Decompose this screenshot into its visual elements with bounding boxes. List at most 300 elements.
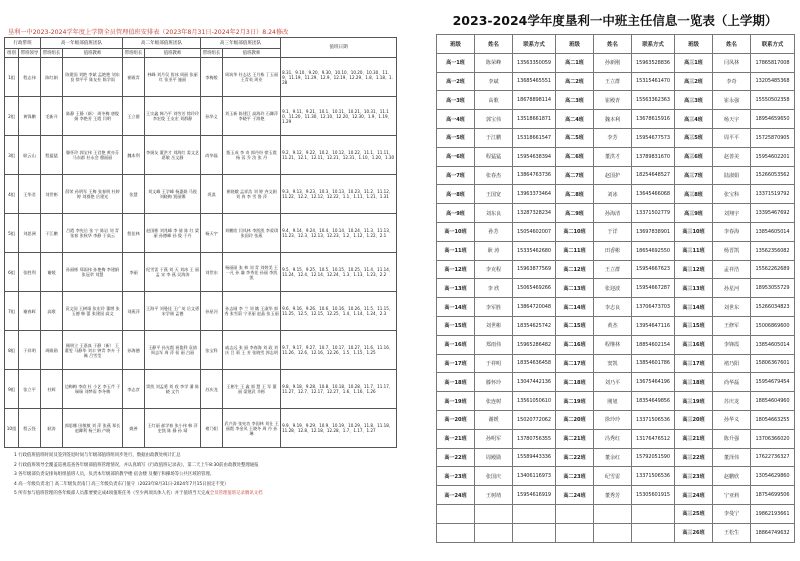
grade3-class-cell: 高三25班: [675, 504, 713, 523]
subheader-cell: 带班领导: [19, 49, 41, 58]
dates-cell: 9.9、9.19、9.29、10.9、10.19、10.29、11.8、11.18、11.28、12.8、12.18、12.28、1.7、1.17、1.27: [281, 409, 397, 448]
grade2-name-cell: 魏本利: [594, 110, 632, 129]
grade1-class-cell: 高一23班: [437, 467, 475, 486]
grade1-teachers-cell: 郭思娜 田敏敏 刘 萍 张燕 郑长 赵卿利 杨兰娟 卢晓: [63, 409, 123, 448]
group-cell: 1组: [5, 58, 19, 97]
grade1-phone-cell: 13518661871: [513, 110, 556, 129]
group-cell: 9组: [5, 370, 19, 409]
grade3-class-cell: 高三10班: [675, 222, 713, 241]
grade1-name-cell: 孙芳: [475, 222, 513, 241]
grade1-class-cell: 高一12班: [437, 260, 475, 279]
grade1-phone-cell: 18678898114: [513, 91, 556, 110]
grade3-name-cell: 孙华义: [713, 410, 751, 429]
grade2-teachers-cell: 窦凯 刘孟勇 刘 欣 李学 潘 陈晓 文竹: [145, 370, 201, 409]
grade2-phone-cell: 13954647116: [632, 316, 675, 335]
contacts-row: [437, 486, 795, 505]
grade3-phone-cell: 18754699506: [751, 486, 795, 505]
leader-cell: 张立平: [19, 370, 41, 409]
grade2-class-cell: 高二22班: [556, 448, 594, 467]
grade1-phone-cell: 15335462680: [513, 241, 556, 260]
grade2-name-cell: 田香彬: [594, 241, 632, 260]
grade1-phone-cell: 15020772062: [513, 410, 556, 429]
grade1-class-cell: 高一13班: [437, 279, 475, 298]
duty-row: [5, 214, 397, 253]
grade2-phone-cell: 18654692550: [632, 241, 675, 260]
grade1-name-cell: 谢媛: [475, 410, 513, 429]
grade1-phone-cell: 18354625742: [513, 316, 556, 335]
grade3-name-cell: 刘翔宇: [713, 204, 751, 223]
grade1-name-cell: 李斌: [475, 72, 513, 91]
contacts-row: [437, 110, 795, 129]
subheader-cell: 带班组长: [123, 49, 145, 58]
grade3-phone-cell: 18854604960: [751, 392, 795, 411]
grade2-class-cell: 高二5班: [556, 128, 594, 147]
grade1-phone-cell: 15965286482: [513, 335, 556, 354]
grade1-phone-cell: 15318661547: [513, 128, 556, 147]
leader-cell: 王华君: [19, 175, 41, 214]
grade3-phone-cell: 13205485368: [751, 72, 795, 91]
grade1-class-cell: 高一22班: [437, 448, 475, 467]
grade3-name-cell: 杨晋凯: [713, 241, 751, 260]
contacts-row: [437, 373, 795, 392]
grade3-teachers-cell: 崔晓娥 孟祥浩 刘 婷 齐文娟 刘 冉 李 雪 鲁 萍: [223, 175, 281, 214]
grade2-phone-cell: 13789831670: [632, 147, 675, 166]
grade1-class-cell: 高一15班: [437, 316, 475, 335]
grade1-class-cell: 高一2班: [437, 72, 475, 91]
contacts-row: [437, 392, 795, 411]
grade2-lead-cell: 刘燕萍: [123, 292, 145, 331]
note-doc-link[interactable]: 全员管理值班记录腾讯文档: [209, 491, 263, 496]
grade1-class-cell: 高一16班: [437, 335, 475, 354]
grade2-teachers-cell: 林峰 刘月仅 詹冰 周丽 张丽红 张亚平 施丽: [145, 58, 201, 97]
grade1-phone-cell: 15589443336: [513, 448, 556, 467]
grade3-lead-cell: 孙华义: [201, 97, 223, 136]
grade2-class-cell: 高二10班: [556, 222, 594, 241]
contacts-row: [437, 260, 795, 279]
grade3-class-cell: 高三13班: [675, 279, 713, 298]
grade2-class-cell: 高二2班: [556, 72, 594, 91]
header-phone: 联系方式: [632, 35, 675, 54]
group-cell: 4组: [5, 175, 19, 214]
grade2-phone-cell: 15792051590: [632, 448, 675, 467]
grade1-class-cell: 高一7班: [437, 166, 475, 185]
grade1-name-cell: 刘东良: [475, 204, 513, 223]
grade2-name-cell: 王立群: [594, 72, 632, 91]
grade1-lead-cell: 杜辉: [41, 370, 63, 409]
grade2-name-cell: 董秀芳: [594, 486, 632, 505]
grade3-name-cell: 赵鹏欣: [713, 467, 751, 486]
grade2-class-cell: 高二9班: [556, 204, 594, 223]
grade2-name-cell: [594, 504, 632, 523]
grade3-class-cell: 高三22班: [675, 448, 713, 467]
grade3-lead-cell: 孙星河: [201, 292, 223, 331]
grade1-phone-cell: 13287328234: [513, 204, 556, 223]
grade3-phone-cell: 15006869600: [751, 316, 795, 335]
dates-cell: 9.5、9.15、9.25、10.5、10.15、10.25、11.4、11.14、11.24、12.4、12.14、12.24、1.3、1.13、1.23、2.2: [281, 253, 397, 292]
grade2-phone-cell: 15954667623: [632, 260, 675, 279]
contacts-row: [437, 53, 795, 72]
dates-cell: 9.8、9.18、9.28、10.8、10.18、10.28、11.7、11.17、11.27、12.7、12.17、12.27、1.6、1.16、1.26: [281, 370, 397, 409]
grade1-name-cell: 李军胜: [475, 298, 513, 317]
duty-row: [5, 331, 397, 370]
grade3-class-cell: 高三15班: [675, 316, 713, 335]
grade1-lead-cell: 周殿勋: [41, 331, 63, 370]
grade1-name-cell: 郑雨伟: [475, 335, 513, 354]
grade2-phone-cell: 18354649856: [632, 392, 675, 411]
grade2-phone-cell: 15305601915: [632, 486, 675, 505]
grade3-name-cell: 闫凤林: [713, 53, 751, 72]
leader-cell: 张胜利: [19, 253, 41, 292]
grade3-name-cell: 孙星河: [713, 279, 751, 298]
grade1-name-cell: 张国庆: [475, 467, 513, 486]
contacts-row: [437, 335, 795, 354]
group-cell: 3组: [5, 136, 19, 175]
grade2-class-cell: [556, 523, 594, 542]
grade3-name-cell: 周平平: [713, 128, 751, 147]
grade1-class-cell: 高一10班: [437, 222, 475, 241]
leader-cell: 耿云山: [19, 136, 41, 175]
grade2-class-cell: 高二6班: [556, 147, 594, 166]
grade3-name-cell: 李曼宁: [713, 504, 751, 523]
contacts-row: [437, 504, 795, 523]
grade2-class-cell: 高二18班: [556, 373, 594, 392]
grade2-name-cell: [594, 523, 632, 542]
grade3-class-cell: 高三19班: [675, 392, 713, 411]
grade2-name-cell: 刘乃平: [594, 373, 632, 392]
grade1-phone-cell: 13963373464: [513, 185, 556, 204]
grade3-name-cell: 孟祥浩: [713, 260, 751, 279]
contacts-row: [437, 410, 795, 429]
grade2-phone-cell: 13371506536: [632, 410, 675, 429]
contacts-row: [437, 298, 795, 317]
grade3-name-cell: 尚华磊: [713, 373, 751, 392]
grade3-name-cell: 董泽伟: [713, 448, 751, 467]
grade3-phone-cell: 13562356082: [751, 241, 795, 260]
grade2-teachers-cell: 纪雪雷 于燕 刘 天 刘冰 王 丽 孟 宋 李 燕 吴海涛: [145, 253, 201, 292]
grade1-lead-cell: 刘世彬: [41, 175, 63, 214]
duty-row: [5, 58, 397, 97]
grade1-class-cell: 高一17班: [437, 354, 475, 373]
duty-row: [5, 253, 397, 292]
grade2-lead-cell: 姚善: [123, 409, 145, 448]
grade1-name-cell: 李 欣: [475, 279, 513, 298]
contacts-header-row: [437, 35, 795, 54]
group-cell: 10组: [5, 409, 19, 448]
grade1-teachers-cell: 袁文国 王树靖 张宏玲 董增 张玉德 韩 蕾 张建国 高文: [63, 292, 123, 331]
group-cell: 2组: [5, 97, 19, 136]
duty-table-body: [5, 58, 397, 448]
grade2-name-cell: 于洋: [594, 222, 632, 241]
grade1-class-cell: [437, 504, 475, 523]
group-cell: 6组: [5, 253, 19, 292]
contacts-table-body: [437, 53, 795, 542]
grade3-teachers-cell: 王彬生 王 鑫 郭 慧 王 军 董 丽 梁建武 辛彬: [223, 370, 281, 409]
contacts-row: [437, 185, 795, 204]
contacts-row: [437, 354, 795, 373]
grade3-class-cell: 高三1班: [675, 53, 713, 72]
grade2-class-cell: 高二17班: [556, 354, 594, 373]
grade1-phone-cell: [513, 504, 556, 523]
grade3-name-cell: 陆淑娟: [713, 166, 751, 185]
grade2-class-cell: 高二11班: [556, 241, 594, 260]
grade1-name-cell: 高歌: [475, 91, 513, 110]
grade1-name-cell: 程猛猛: [475, 147, 513, 166]
grade2-class-cell: 高二24班: [556, 486, 594, 505]
grade2-phone-cell: 15563362363: [632, 91, 675, 110]
grade3-lead-cell: 苏庆龙: [201, 370, 223, 409]
grade1-teachers-cell: 薛荣 孙明军 王梅 张春明 杜婷婷 刘群艳 岳建光: [63, 175, 123, 214]
grade3-name-cell: 苏庆龙: [713, 392, 751, 411]
subheader-cell: 值班教师: [63, 49, 123, 58]
grade1-teachers-cell: 顾明立 王嘉真 于静（新） 王董雯 马静华 刘丰 钟青 李卉 于佩 吕雪莹: [63, 331, 123, 370]
dates-cell: 9.6、9.16、9.26、10.6、10.16、10.26、11.5、11.15、11.25、12.5、12.15、12.25、1.4、1.14、1.24、2.3: [281, 292, 397, 331]
grade2-phone-cell: 13854601786: [632, 354, 675, 373]
grade1-class-cell: 高一5班: [437, 128, 475, 147]
grade3-phone-cell: 15550502358: [751, 91, 795, 110]
grade1-phone-cell: 13047442136: [513, 373, 556, 392]
grade1-phone-cell: 18354636458: [513, 354, 556, 373]
contacts-row: [437, 147, 795, 166]
grade3-name-cell: 陈升强: [713, 429, 751, 448]
grade1-name-cell: 王树靖: [475, 486, 513, 505]
grade3-phone-cell: 15266034823: [751, 298, 795, 317]
dates-cell: 9.4、9.14、9.24、10.4、10.14、10.24、11.3、11.13、11.23、12.3、12.13、12.23、1.2、1.12、1.22、2.1: [281, 214, 397, 253]
grade2-phone-cell: 15954677573: [632, 128, 675, 147]
grade2-phone-cell: 13706473703: [632, 298, 675, 317]
leader-cell: 于祥明: [19, 331, 41, 370]
grade3-teachers-cell: 甄玉成 李 奇 郭丹纷 徐玉霞 杨 蓉 乔 汝 张 丹: [223, 136, 281, 175]
grade2-name-cell: 纪雪雷: [594, 467, 632, 486]
grade3-phone-cell: 17622736327: [751, 448, 795, 467]
grade1-class-cell: 高一19班: [437, 392, 475, 411]
grade3-class-cell: 高三18班: [675, 373, 713, 392]
grade2-teachers-cell: 王静平 孙光霞 祝俊利 袁倩 周志军 周 萍 侯 丽 吕丽: [145, 331, 201, 370]
grade2-phone-cell: 13675464196: [632, 373, 675, 392]
grade2-class-cell: [556, 504, 594, 523]
note-line: 4 高一年级负责北门 高二年级负责南门 高三年级负责东门值守（2023年8月31日-2024年7月15日固定不变）: [14, 481, 229, 487]
grade1-class-cell: 高一14班: [437, 298, 475, 317]
grade2-name-cell: 孙海清: [594, 204, 632, 223]
grade2-teachers-cell: 王红丽 郝学春 张小伟 韩 萍 史凯 陈 静 孙 靖: [145, 409, 201, 448]
grade2-teachers-cell: 李娟友 董洪才 刘海红 姜文艺 葛敏 岳文静: [145, 136, 201, 175]
grade3-phone-cell: 15562262689: [751, 260, 795, 279]
grade3-class-cell: 高三20班: [675, 410, 713, 429]
contacts-row: [437, 279, 795, 298]
grade3-class-cell: 高三21班: [675, 429, 713, 448]
grade2-lead-cell: 程佳林: [123, 214, 145, 253]
grade3-phone-cell: 15954679454: [751, 373, 795, 392]
grade1-name-cell: 于江鹏: [475, 128, 513, 147]
grade3-name-cell: 褚乃阳: [713, 354, 751, 373]
grade2-lead-cell: 孙海德: [123, 331, 145, 370]
duty-row: [5, 97, 397, 136]
grade2-class-cell: 高二19班: [556, 392, 594, 411]
grade3-phone-cell: 13706366020: [751, 429, 795, 448]
grade3-teachers-cell: 武兴涛 张宪功 李国林 刘仕 王丽霞 李金凤 王晓冬 周 丹 孙 琳: [223, 409, 281, 448]
grade3-class-cell: 高三8班: [675, 185, 713, 204]
grade3-class-cell: 高三23班: [675, 467, 713, 486]
header-name: 姓名: [713, 35, 751, 54]
grade2-phone-cell: 13678615916: [632, 110, 675, 129]
grade2-teachers-cell: 王宗鑫 韩乃平 刘劳芳 徐玲玲 李宏俊 王友宏 刘群静: [145, 97, 201, 136]
grade1-class-cell: 高一6班: [437, 147, 475, 166]
grade1-lead-cell: 于江鹏: [41, 214, 63, 253]
grade3-name-cell: 李锋霞: [713, 335, 751, 354]
grade2-class-cell: 高二12班: [556, 260, 594, 279]
grade2-name-cell: 王立群: [594, 260, 632, 279]
note-line: 2 行政值班领导全覆盖巡视巡查各年级部值班管理情况，并认真填写《行政值班记录表》，第二天上午8:30前由政教处整理通报: [14, 462, 259, 468]
grade1-name-cell: 郭宝伟: [475, 110, 513, 129]
subheader-cell: 组别: [5, 49, 19, 58]
grade2-class-cell: 高二15班: [556, 316, 594, 335]
header-class: 班级: [556, 35, 594, 54]
grade2-phone-cell: 13371506536: [632, 467, 675, 486]
grade1-lead-cell: 耿涛: [41, 409, 63, 448]
duty-header-row: [5, 38, 397, 49]
grade1-teachers-cell: 孙丽彬 郑雨伟 孙艳梅 李建娟 张冠翠 刘慧: [63, 253, 123, 292]
grade1-class-cell: 高一20班: [437, 410, 475, 429]
dates-cell: 9.3、9.13、9.23、10.3、10.13、10.23、11.2、11.12、11.22、12.2、12.12、12.22、1.1、1.11、1.21、1.31: [281, 175, 397, 214]
grade1-name-cell: [475, 504, 513, 523]
header-class: 班级: [675, 35, 713, 54]
duty-row: [5, 409, 397, 448]
note-text: 5 所有参与值班管理的各年级部人员都要要完成4项值班任务（至少两项具体人名）并于值班当天完成: [14, 491, 210, 496]
grade2-teachers-cell: 王海平 刘曼佳 王广英 岳文勇 宋学刚 孟德: [145, 292, 201, 331]
grade1-class-cell: 高一18班: [437, 373, 475, 392]
grade3-phone-cell: 15725870905: [751, 128, 795, 147]
grade2-phone-cell: 15315461470: [632, 72, 675, 91]
grade1-teachers-cell: 陈静 王静（新） 周冬梅 唐俊娟 李艳芳 王霞 闫明: [63, 97, 123, 136]
duty-schedule-title: 垦利一中2023-2024学年度上学期全员管理值班安排表（2023年8月31日-2024年2月3日）8.24修改: [8, 29, 289, 36]
contacts-row: [437, 523, 795, 542]
grade1-class-cell: 高一24班: [437, 486, 475, 505]
grade1-name-cell: 张春杰: [475, 166, 513, 185]
grade2-phone-cell: 13697838901: [632, 222, 675, 241]
grade1-lead-cell: 陈红娟: [41, 58, 63, 97]
grade2-class-cell: 高二7班: [556, 166, 594, 185]
grade1-lead-cell: 程猛猛: [41, 136, 63, 175]
dates-cell: 8.31、9.10、9.20、9.30、10.10、10.20、10.30、11.9、11.19、11.29、12.9、12.19、12.29、1.8、1.18、1.28: [281, 58, 397, 97]
grade3-phone-cell: 17865817008: [751, 53, 795, 72]
group-cell: 8组: [5, 331, 19, 370]
duty-row: [5, 292, 397, 331]
group-cell: 7组: [5, 292, 19, 331]
grade3-class-cell: 高三14班: [675, 298, 713, 317]
grade1-name-cell: 耿 涛: [475, 241, 513, 260]
grade3-name-cell: 张宝科: [713, 185, 751, 204]
grade1-phone-cell: 13563350059: [513, 53, 556, 72]
grade3-class-cell: 高三5班: [675, 128, 713, 147]
grade2-class-cell: 高二13班: [556, 279, 594, 298]
contacts-row: [437, 166, 795, 185]
grade1-class-cell: 高一4班: [437, 110, 475, 129]
grade3-name-cell: 赵善美: [713, 147, 751, 166]
grade2-phone-cell: [632, 523, 675, 542]
grade3-class-cell: 高三3班: [675, 91, 713, 110]
grade2-lead-cell: 李丽: [123, 253, 145, 292]
dates-cell: 9.1、9.11、9.21、10.1、10.11、10.21、10.31、11.10、11.20、11.30、12.10、12.20、12.30、1.9、1.19、1.29: [281, 97, 397, 136]
contacts-document: [436, 8, 794, 556]
grade3-class-cell: 高三16班: [675, 335, 713, 354]
leader-cell: 刘思洲: [19, 214, 41, 253]
grade1-class-cell: 高一8班: [437, 185, 475, 204]
grade3-class-cell: 高三17班: [675, 354, 713, 373]
contacts-row: [437, 429, 795, 448]
duty-row: [5, 136, 397, 175]
grade3-name-cell: 李奇: [713, 72, 751, 91]
grade3-phone-cell: 15266053562: [751, 166, 795, 185]
grade1-name-cell: 王国宽: [475, 185, 513, 204]
header-grade1-team: 高一年级部值班团队: [41, 38, 123, 49]
grade2-class-cell: 高二4班: [556, 110, 594, 129]
grade3-lead-cell: 李梅般: [201, 58, 223, 97]
contacts-row: [437, 316, 795, 335]
grade3-name-cell: 王修军: [713, 316, 751, 335]
grade2-class-cell: 高二1班: [556, 53, 594, 72]
header-grade2-team: 高二年级部值班团队: [123, 38, 201, 49]
contacts-title: 2023-2024学年度垦利一中班主任信息一览表（上学期）: [452, 13, 778, 28]
grade3-class-cell: 高三6班: [675, 147, 713, 166]
grade1-lead-cell: 高歌: [41, 292, 63, 331]
grade1-phone-cell: 15054602007: [513, 222, 556, 241]
contacts-row: [437, 72, 795, 91]
grade1-phone-cell: 15954616919: [513, 486, 556, 505]
duty-row: [5, 370, 397, 409]
grade1-class-cell: 高一9班: [437, 204, 475, 223]
grade3-class-cell: 高三11班: [675, 241, 713, 260]
duty-schedule-table: [4, 37, 397, 448]
grade1-phone-cell: 15954638394: [513, 147, 556, 166]
grade2-phone-cell: 15963528836: [632, 53, 675, 72]
duty-row: [5, 175, 397, 214]
grade3-phone-cell: 15806367601: [751, 354, 795, 373]
grade3-name-cell: 刘世东: [713, 298, 751, 317]
grade1-lead-cell: 谢媛: [41, 253, 63, 292]
header-dates: 值班日期: [281, 38, 397, 58]
grade2-lead-cell: 王立群: [123, 97, 145, 136]
grade2-phone-cell: 13371502779: [632, 204, 675, 223]
grade1-teachers-cell: 滕怀玲 郭宝伟 王君艳 黄亦芬 马东群 杜永会 穆丽丽: [63, 136, 123, 175]
grade2-class-cell: 高二21班: [556, 429, 594, 448]
grade3-lead-cell: 杨天宇: [201, 214, 223, 253]
grade2-phone-cell: 15954667287: [632, 279, 675, 298]
grade3-lead-cell: 刘世东: [201, 253, 223, 292]
grade3-phone-cell: 18954659650: [751, 110, 795, 129]
grade3-teachers-cell: 周筑华 杜志达 王月栋 丁玉丽 王青英 周业: [223, 58, 281, 97]
grade3-teachers-cell: 戚志远 张 丽 李春海 刘 政 刘 庆 吕 莉 王 芳 张晓雪 郭志明: [223, 331, 281, 370]
note-line: 3 各年级部负责安排每组组值班人员，负责本年级部的教学楼 宿舍楼 及餐厅和操场等公共区域的管理。: [14, 472, 215, 477]
subheader-cell: 值班教师: [223, 49, 281, 58]
grade3-lead-cell: 褚乃阳: [201, 409, 223, 448]
grade2-name-cell: 孙新刚: [594, 53, 632, 72]
header-name: 姓名: [475, 35, 513, 54]
grade3-class-cell: 高三12班: [675, 260, 713, 279]
grade3-class-cell: 高三9班: [675, 204, 713, 223]
grade3-class-cell: 高三2班: [675, 72, 713, 91]
grade1-teachers-cell: 边梅梅 李欣 杜 小艺 李玉芹 于 瑞瑞 刘梦雨 李冬梅: [63, 370, 123, 409]
grade3-phone-cell: 13854605014: [751, 222, 795, 241]
grade1-phone-cell: 13864763736: [513, 166, 556, 185]
grade3-class-cell: 高三4班: [675, 110, 713, 129]
grade3-class-cell: 高三26班: [675, 523, 713, 542]
grade2-teachers-cell: 赵国彬 刘兆峰 李 倩 陈 红 梁 丽 孙德峰 孙 俊 于丹: [145, 214, 201, 253]
leader-cell: 谢春晖: [19, 292, 41, 331]
note-line: 1 行政值班值班时间及签到签退时间与年级部值班组同步进行，数据由政教处统计汇总: [14, 453, 181, 458]
grade2-phone-cell: 13645466068: [632, 185, 675, 204]
grade1-phone-cell: 13561050610: [513, 392, 556, 411]
grade2-name-cell: 张迎波: [594, 279, 632, 298]
grade2-name-cell: 冯秀红: [594, 429, 632, 448]
